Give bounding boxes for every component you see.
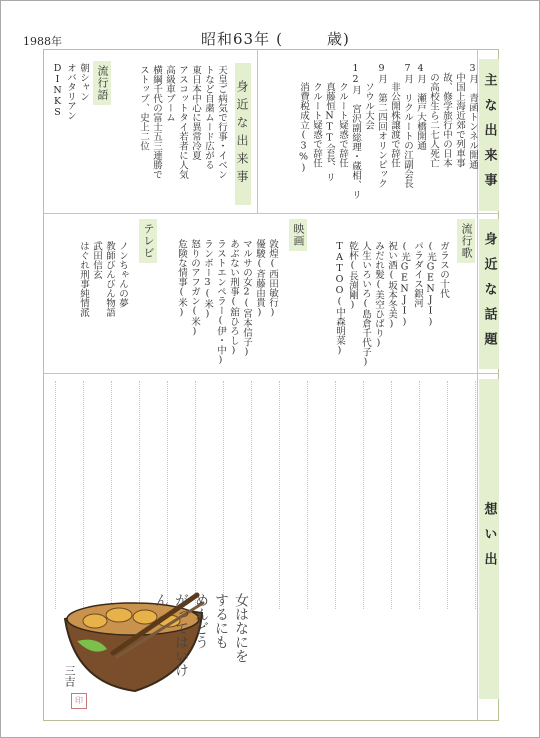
buzzwords-list: 朝シャン オバタリアン DINKS [52,63,89,120]
buzzwords-heading: 流行語 [93,61,111,105]
age-label: 歳) [326,30,350,48]
local-events-list: 天皇ご病気で行事・イベン トなど自粛ムード広がる 東日本中心に異常冷夏 アスコットタイ若者に人気 高級車ブーム 横綱千代の富士五三連勝で ストップ、史上二位 [138,65,227,179]
songs-list: ガラスの十代 (光GENJI) パラダイス銀河 (光GENJI) 祝い酒(坂本冬美) みだれ髪(美空ひばり) 人生いろいろ(島倉千代子) 乾杯(長渕剛) TATOO(中森明菜) [334,241,449,368]
tv-list: ノンちゃんの夢 教師びんびん物語 武田信玄 はぐれ刑事純情派 [78,241,128,317]
movies-list: 敦煌(西田敏行) 優駿(斉藤由貴) マルサの女2(宮本信子) あぶない刑事(舘ひろし) ラストエンペラー(伊・中) ランボー3(米) 怒りのアフガン(米) 危険な情事(米) [176,239,278,366]
artist-signature: 三吉 [63,665,76,687]
events-divider [257,49,258,213]
page-title [201,28,350,49]
memories-writing-area[interactable] [55,373,475,605]
age-paren-open: ( [276,30,283,48]
local-events-heading: 身近な出来事 [235,63,251,205]
era-year: 昭和63年 [201,30,271,48]
movies-heading: 映画 [289,219,307,251]
heading-memories: 想い出 [479,379,499,699]
tv-heading: テレビ [139,219,157,263]
calligraphy-poem: 女はなにを するにも めんどう がってはいけん [153,593,249,677]
artist-seal: 印 [71,693,87,709]
heading-topics: 身近な話題 [479,219,499,369]
section-divider-1 [43,213,499,214]
events-list: 3月 青函トンネル開通 中国上海近郊で列車事 故、修学旅行中の日本 の高校生ら二七人死亡 4月 瀬戸大橋開通 7月 リクルートの江副会長 非公開株譲渡で辞任 9月 第二四回オリンピック ソウル大会 12月 宮沢副総理・蔵相、リ クルート疑惑で辞任 真藤恒NTT会長、リ クルート疑惑で辞任 消費税成立(3%) [298,63,478,199]
songs-heading: 流行歌 [457,219,475,263]
heading-events: 主な出来事 [479,59,499,211]
western-year: 1988年 [23,35,62,48]
